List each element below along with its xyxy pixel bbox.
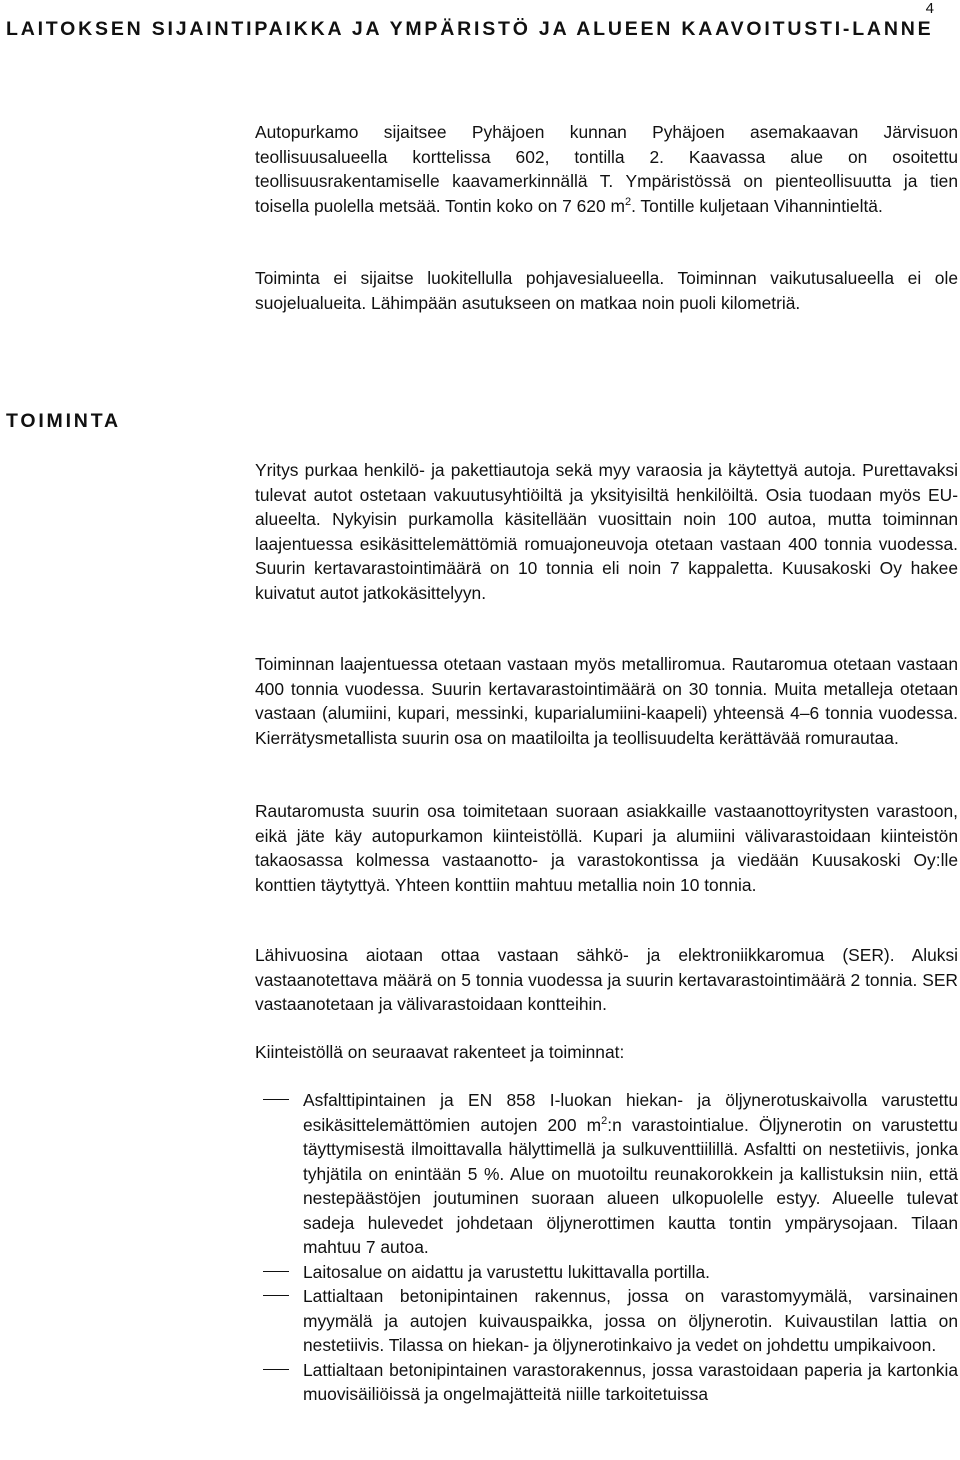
list-item-text: Asfalttipintainen ja EN 858 I-luokan hiekan- ja öljynerotuskaivolla varustettu esikäsittelemättömien autojen 200 m bbox=[303, 1090, 958, 1135]
list-item bbox=[255, 1260, 958, 1285]
paragraph-activity-cars: Yritys purkaa henkilö- ja pakettiautoja sekä myy varaosia ja käytettyä autoja. Purettavaksi tulevat autot ostetaan vakuutusyhtiöiltä ja yksityisiltä henkilöiltä. Osia tuodaan myös EU-alueelta. Nykyisin purkamolla käsitellään vuosittain noin 100 autoa, mutta toiminnan laajentuessa esikäsittelemättömiä romuajoneuvoja otetaan vastaan 400 tonnia vuodessa. Suurin kertavarastointimäärä on 10 tonnia eli noin 7 kappaletta. Kuusakoski Oy hakee kuivatut autot jatkokäsittelyyn. bbox=[255, 460, 958, 603]
list-item bbox=[255, 1284, 958, 1358]
dash-bullet bbox=[263, 1369, 289, 1370]
list-item-text: Lattialtaan betonipintainen varastorakennus, jossa varastoidaan paperia ja kartonkia muovisäiliöissä ja ongelmajätteitä niille tarkoitetuissa bbox=[303, 1359, 958, 1404]
page-number: 4 bbox=[925, 0, 934, 17]
list-item-text: Lattialtaan betonipintainen rakennus, jossa on varastomyymälä, varsinainen myymälä ja autojen kuivauspaikka, jossa on öljynerotin. Kuivaustilan lattia on nestetiivis. Tilassa on hiekan- ja öljynerotinkaivo ja vedet on johdettu umpikaivoon. bbox=[303, 1286, 958, 1355]
paragraph-activity-ser: Lähivuosina aiotaan ottaa vastaan sähkö- ja elektroniikkaromua (SER). Aluksi vastaanotettava määrä on 5 tonnia vuodessa ja suurin kertavarastointimäärä 2 tonnia. SER vastaanotetaan ja välivarastoidaan kontteihin. bbox=[255, 945, 958, 1014]
list-item-text: :n varastointialue. Öljynerotin on varustettu täyttymisestä ilmoittavalla hälyttimellä ja sulkuventtiilillä. Asfaltti on nestetiivis, jonka tyhjätila on enintään 5 %. Alue on muotoiltu reunakorokkein ja kallistuksin niin, että nestepäästöjen joutuminen suoraan alueen ulkopuolelle estyy. Alueelle tulevat sadeja hulevedet johdetaan öljynerottimen kautta tontin ympärysojaan. Tilaan mahtuu 7 autoa. bbox=[303, 1114, 958, 1257]
dash-bullet bbox=[263, 1295, 289, 1296]
list-item bbox=[255, 1358, 958, 1407]
paragraph-text: Autopurkamo sijaitsee Pyhäjoen kunnan Pyhäjoen asemakaavan Järvisuon teollisuusalueella korttelissa 602, tontilla 2. Kaavassa alue on osoitettu teollisuusrakentamiselle kaavamerkinnällä T. Ympäristössä on pienteollisuutta ja tien toisella puolella metsää. Tontin koko on 7 620 m bbox=[255, 122, 958, 216]
paragraph-activity-metal: Toiminnan laajentuessa otetaan vastaan myös metalliromua. Rautaromua otetaan vastaan 400 tonnia vuodessa. Suurin kertavarastointimäärä on 30 tonnia. Muita metalleja otetaan vastaan (alumiini, kupari, messinki, kuparialumiini-kaapeli) yhteensä 4–6 tonnia vuodessa. Kierrätysmetallista suurin osa on maatiloilta ja teollisuudelta kerättävää romurautaa. bbox=[255, 654, 958, 748]
section-heading-location: LAITOKSEN SIJAINTIPAIKKA JA YMPÄRISTÖ JA ALUEEN KAAVOITUSTI-LANNE bbox=[6, 18, 934, 40]
paragraph-activity-delivery: Rautaromusta suurin osa toimitetaan suoraan asiakkaille vastaanottoyritysten varastoon, eikä jäte käy autopurkamon kiinteistöllä. Kupari ja alumiini välivarastoidaan kiinteistön takaosassa kolmessa vastaanotto- ja varastokontissa ja viedään Kuusakoski Oy:lle konttien täytyttyä. Yhteen konttiin mahtuu metallia noin 10 tonnia. bbox=[255, 801, 958, 895]
dash-bullet bbox=[263, 1099, 289, 1100]
structures-list bbox=[255, 1088, 958, 1407]
paragraph-groundwater: Toiminta ei sijaitse luokitellulla pohjavesialueella. Toiminnan vaikutusalueella ei ole suojelualueita. Lähimpään asutukseen on matkaa noin puoli kilometriä. bbox=[255, 268, 958, 313]
superscript: 2 bbox=[624, 195, 632, 208]
list-item bbox=[255, 1088, 958, 1260]
list-item-text: Laitosalue on aidattu ja varustettu lukittavalla portilla. bbox=[303, 1261, 710, 1282]
superscript: 2 bbox=[601, 1114, 608, 1127]
section-heading-activity: TOIMINTA bbox=[6, 410, 121, 432]
paragraph-location bbox=[255, 120, 958, 218]
paragraph-text: . Tontille kuljetaan Vihannintieltä. bbox=[631, 195, 883, 216]
dash-bullet bbox=[263, 1271, 289, 1272]
paragraph-structures-intro: Kiinteistöllä on seuraavat rakenteet ja toiminnat: bbox=[255, 1042, 625, 1062]
